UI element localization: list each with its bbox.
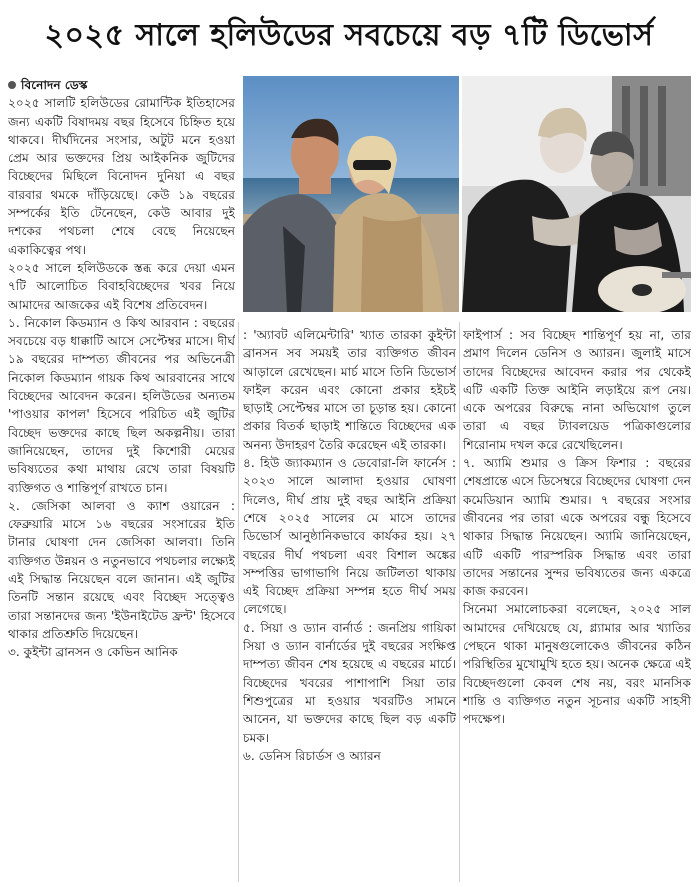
article-column-2	[243, 326, 456, 882]
intro-paragraph-2: ২০২৫ সালে হলিউডকে স্তব্ধ করে দেয়া এমন ৭টি আলোচিত বিবাহবিচ্ছেদের খবর নিয়ে আমাদের আজকের এই বিশেষ প্রতিবেদন।	[8, 260, 235, 312]
byline	[8, 76, 235, 94]
item-7-paragraph: ৭. অ্যামি শুমার ও ক্রিস ফিশার : বছরের শেষপ্রান্তে এসে ডিসেম্বরে বিচ্ছেদের ঘোষণা দেন কমেডিয়ান অ্যামি শুমার। ৭ বছরের সংসার জীবনের পর তারা একে অপরের বন্ধু হিসেবে থাকার সিদ্ধান্ত নিয়েছেন। অ্যামি জানিয়েছেন, এটি একটি পারস্পরিক সিদ্ধান্ত এবং তারা তাদের সন্তানের সুন্দর ভবিষ্যতের জন্য একত্রে কাজ করবেন।	[463, 456, 691, 599]
item-5-paragraph: ৫. সিয়া ও ড্যান বার্নার্ড : জনপ্রিয় গায়িকা সিয়া ও ড্যান বার্নার্ডের দুই বছরের সংক্ষিপ্ত দাম্পত্য জীবন শেষ হয়েছে এ বছরের মার্চে। বিচ্ছেদের খবরের পাশাপাশি সিয়া তার শিশুপুত্রের মা হওয়ার খবরটিও সামনে আনেন, যা ভক্তদের কাছে ছিল বড় একটি চমক।	[243, 620, 456, 745]
column-divider	[238, 322, 239, 882]
conclusion-paragraph: সিনেমা সমালোচকরা বলেছেন, ২০২৫ সাল আমাদের দেখিয়েছে যে, গ্ল্যামার আর খ্যাতির পেছনে থাকা মানুষগুলোকেও জীবনের কঠিন পরিস্থিতির মুখোমুখি হতে হয়। অনেক ক্ষেত্রে এই বিচ্ছেদগুলো কেবল শেষ নয়, বরং মানসিক শান্তি ও ব্যক্তিগত নতুন সূচনার একটি সাহসী পদক্ষেপ।	[463, 602, 691, 727]
item-1-paragraph: ১. নিকোল কিডম্যান ও কিথ আরবান : বছরের সবচেয়ে বড় ধাক্কাটি আসে সেপ্টেম্বর মাসে। দীর্ঘ ১৯ বছরের দাম্পত্য জীবনের পর অভিনেত্রী নিকোল কিডম্যান গায়ক কিথ আরবানের সাথে বিচ্ছেদের আবেদন করেন। হলিউডের অন্যতম 'পাওয়ার কাপল' হিসেবে পরিচিত এই জুটির বিচ্ছেদ ভক্তদের কাছে ছিল অকল্পনীয়। তারা জানিয়েছেন, তাদের দুই কিশোরী মেয়ের ভবিষ্যতের কথা মাথায় রেখে তারা বিষয়টি ব্যক্তিগত ও শান্তিপূর্ণ রাখতে চান।	[8, 315, 235, 495]
column-divider	[459, 322, 460, 882]
headline: ২০২৫ সালে হলিউডের সবচেয়ে বড় ৭টি ডিভোর্স	[44, 17, 654, 53]
article-column-1	[8, 76, 235, 882]
photo-hugh-jackman-deborra-lee	[243, 76, 459, 312]
intro-paragraph: ২০২৫ সালটি হলিউডের রোমান্টিক ইতিহাসের জন্য একটি বিষাদময় বছর হিসেবে চিহ্নিত হয়ে থাকবে। দীর্ঘদিনের সংসার, অটুট মনে হওয়া প্রেম আর ভক্তদের প্রিয় আইকনিক জুটিদের বিচ্ছেদের মিছিলে বিনোদন দুনিয়া এ বছর বারবার থমকে দাঁড়িয়েছে। কেউ ১৯ বছরের সম্পর্কের ইতি টেনেছেন, কেউ আবার দুই দশকের পথচলা শেষে বেছে নিয়েছেন একাকিত্বের পথ।	[8, 96, 235, 257]
item-3-paragraph: : 'অ্যাবট এলিমেন্টারি' খ্যাত তারকা কুইন্টা ব্রানসন সব সময়ই তার ব্যক্তিগত জীবন আড়ালে রেখেছেন। মার্চ মাসে তিনি ডিভোর্স ফাইল করেন এবং কোনো প্রকার হইচই ছাড়াই সেপ্টেম্বর মাসে তা চূড়ান্ত হয়। কোনো প্রকার বিতর্ক ছাড়াই শান্তিতে বিচ্ছেদের এক অনন্য উদাহরণ তৈরি করেছেন এই তারকা।	[243, 328, 456, 452]
item-4-paragraph: ৪. হিউ জ্যাকম্যান ও ডেবোরা-লি ফার্নেস : ২০২৩ সালে আলাদা হওয়ার ঘোষণা দিলেও, দীর্ঘ প্রায় দুই বছর আইনি প্রক্রিয়া শেষে ২০২৫ সালের মে মাসে তাদের ডিভোর্স আনুষ্ঠানিকভাবে কার্যকর হয়। ২৭ বছরের দীর্ঘ পথচলা এবং বিশাল অঙ্কের সম্পত্তির ভাগাভাগি নিয়ে জটিলতা থাকায় এই বিচ্ছেদ প্রক্রিয়া সম্পন্ন হতে দীর্ঘ সময় লেগেছে।	[243, 456, 456, 617]
article-column-3	[463, 326, 691, 882]
photo-nicole-kidman-keith-urban	[462, 76, 691, 312]
item-3-heading: ৩. কুইন্টা ব্রানসন ও কেভিন আনিক	[8, 645, 178, 660]
bullet-dot-icon	[8, 81, 16, 89]
item-6-paragraph: ফাইপার্স : সব বিচ্ছেদ শান্তিপূর্ণ হয় না, তার প্রমাণ দিলেন ডেনিস ও অ্যারন। জুলাই মাসে তাদের বিচ্ছেদের আবেদন করার পর থেকেই এটি একটি তিক্ত আইনি লড়াইয়ে রূপ নেয়। একে অপরের বিরুদ্ধে নানা অভিযোগ তুলে তারা এ বছর ট্যাবলয়েড পত্রিকাগুলোর শিরোনাম দখল করে রেখেছিলেন।	[463, 328, 691, 452]
item-6-heading: ৬. ডেনিস রিচার্ডস ও অ্যারন	[243, 748, 381, 763]
byline-text: বিনোদন ডেস্ক	[21, 78, 88, 92]
item-2-paragraph: ২. জেসিকা আলবা ও ক্যাশ ওয়ারেন : ফেব্রুয়ারি মাসে ১৬ বছরের সংসারের ইতি টানার ঘোষণা দেন জেসিকা আলবা। তিনি ব্যক্তিগত উন্নয়ন ও নতুনভাবে পথচলার লক্ষ্যেই এই সিদ্ধান্ত নিয়েছেন বলে জানান। এই জুটির তিনটি সন্তান রয়েছে এবং বিচ্ছেদ সত্ত্বেও তারা সন্তানদের জন্য 'ইউনাইটেড ফ্রন্ট' হিসেবে থাকার প্রতিশ্রুতি দিয়েছেন।	[8, 498, 235, 641]
